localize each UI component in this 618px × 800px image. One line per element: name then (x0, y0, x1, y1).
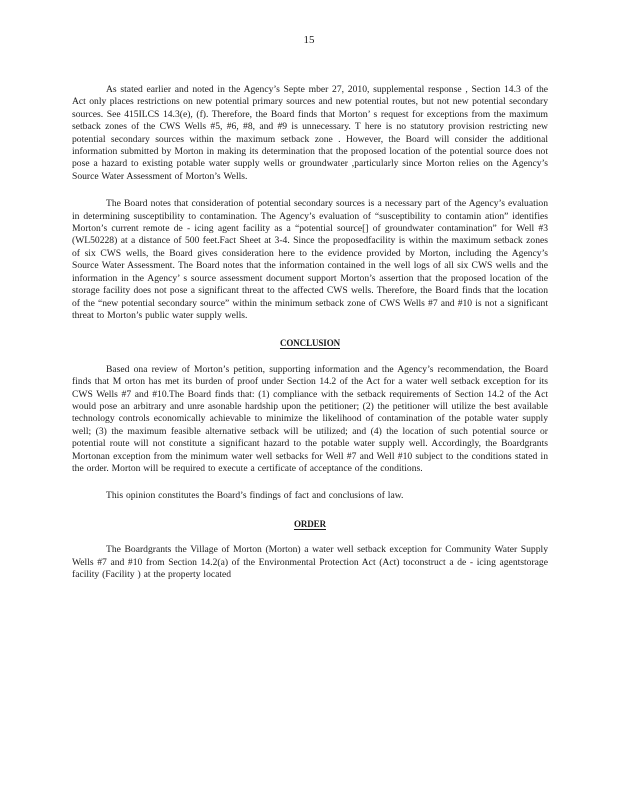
paragraph-conclusion: Based ona review of Morton’s petition, supporting information and the Agency’s recommendation, the Board finds that M orton has met its burden of proof under Section 14.2 of the Act for a water well setback exception for its CWS Wells #7 and #10.The Board finds that: (1) compliance with the setback requirements of Section 14.2 of the Act would pose an arbitrary and unre asonable hardship upon the petitioner; (2) the petitioner will utilize the best available technology controls economically achievable to minimize the likelihood of contamination of the potable water supply well; (3) the maximum feasible alternative setback will be utilized; and (4) the location of such potential source or potential route will not constitute a significant hazard to the potable water supply well. Accordingly, the Boardgrants Mortonan exception from the minimum water well setbacks for Well #7 and Well #10 subject to the conditions stated in the order. Morton will be required to execute a certificate of acceptance of the conditions. (72, 363, 548, 474)
page-number: 15 (303, 34, 315, 46)
order-heading-text: ORDER (293, 518, 326, 529)
paragraph-susceptibility: The Board notes that consideration of potential secondary sources is a necessary part of the Agency’s evaluation in determining susceptibility to contamination. The Agency’s evaluation of “susceptibility to contamin ation” identifies Morton’s current remote de - icing agent facility as a “potential source[] of groundwater contamination” for Well #3 (WL50228) at a distance of 500 feet.Fact Sheet at 3-4. Since the proposedfacility is within the maximum setback zones of six CWS wells, the Board gives consideration here to the evidence provided by Morton, including the Agency’s Source Water Assessment. The Board notes that the information contained in the well logs of all six CWS wells and the information in the Agency’ s source assessment document support Morton’s assertion that the proposed location of the storage facility does not pose a significant threat to the affected CWS wells. Therefore, the Board finds that the location of the “new potential secondary source” within the minimum setback zone of CWS Wells #7 and #10 is not a significant threat to Morton’s public water supply wells. (72, 198, 548, 321)
conclusion-heading-text: CONCLUSION (279, 338, 340, 349)
paragraph-opinion: This opinion constitutes the Board’s findings of fact and conclusions of law. (106, 490, 404, 502)
document-body (72, 84, 548, 596)
paragraph-order: The Boardgrants the Village of Morton (Morton) a water well setback exception for Community Water Supply Wells #7 and #10 from Section 14.2(a) of the Environmental Protection Act (Act) toconstruct a de - icing agentstorage facility (Facility ) at the property located (72, 544, 548, 580)
paragraph-secondary-sources: As stated earlier and noted in the Agency’s Septe mber 27, 2010, supplemental response , Section 14.3 of the Act only places restrictions on new potential primary sources and new potential routes, but not new potential secondary sources. See 415ILCS 14.3(e), (f). Therefore, the Board finds that Morton’ s request for exceptions from the maximum setback zones of the CWS Wells #5, #6, #8, and #9 is unnecessary. T here is no statutory provision restricting new potential secondary sources within the maximum setback zone . However, the Board will consider the additional information submitted by Morton in making its determination that the proposed location of the potential source does not pose a hazard to existing potable water supply wells or groundwater ,particularly since Morton relies on the Agency’s Source Water Assessment of Morton’s Wells. (72, 84, 548, 182)
conclusion-heading (72, 337, 548, 349)
order-heading (72, 518, 548, 530)
